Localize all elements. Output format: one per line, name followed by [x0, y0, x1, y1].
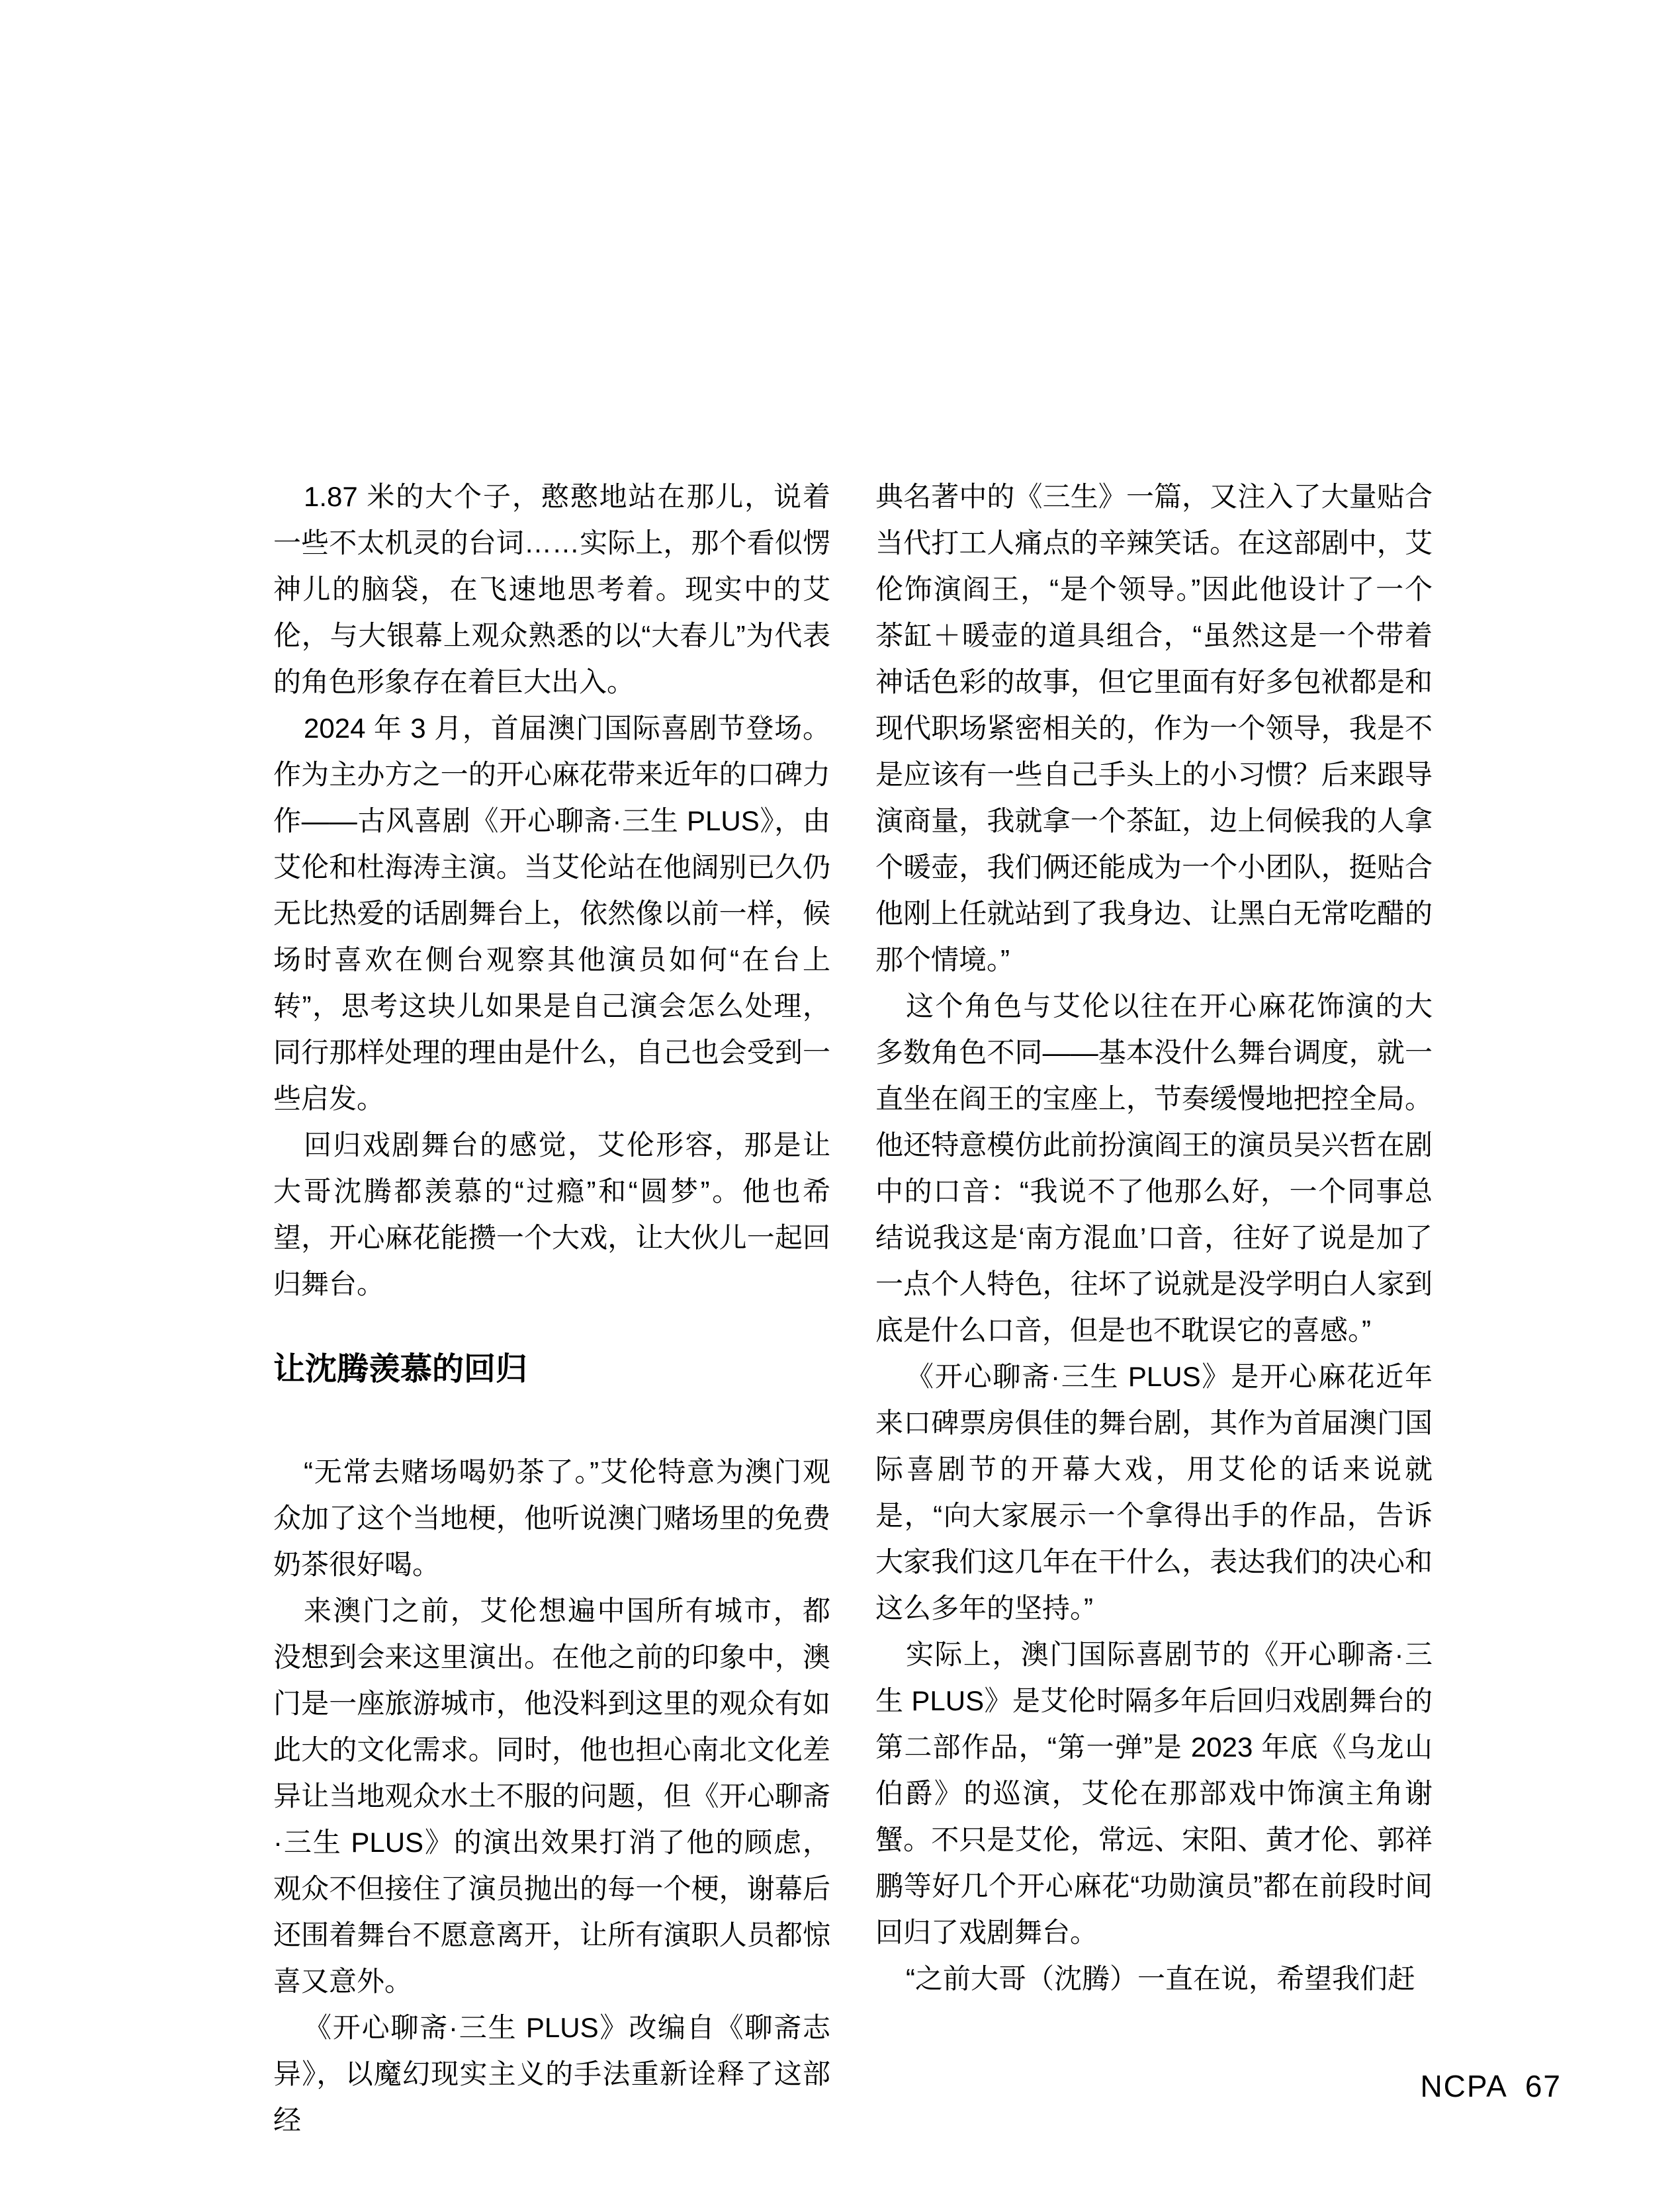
body-paragraph: 2024 年 3 月，首届澳门国际喜剧节登场。作为主办方之一的开心麻花带来近年的口碑力作——古风喜剧《开心聊斋·三生 PLUS》，由艾伦和杜海涛主演。当艾伦站在他阔别已久仍无比热爱的话剧舞台上，依然像以前一样，候场时喜欢在侧台观察其他演员如何“在台上转”，思考这块儿如果是自己演会怎么处理，同行那样处理的理由是什么，自己也会受到一些启发。: [273, 713, 830, 1114]
right-column: [875, 474, 1433, 2002]
footer-brand-label: NCPA: [1420, 2069, 1508, 2103]
body-paragraph: “之前大哥（沈腾）一直在说，希望我们赶: [906, 1963, 1415, 1994]
page-footer: [1420, 2070, 1562, 2103]
body-paragraph: 这个角色与艾伦以往在开心麻花饰演的大多数角色不同——基本没什么舞台调度，就一直坐在阎王的宝座上，节奏缓慢地把控全局。他还特意模仿此前扮演阎王的演员吴兴哲在剧中的口音：“我说不了他那么好，一个同事总结说我这是‘南方混血’口音，往好了说是加了一点个人特色，往坏了说就是没学明白人家到底是什么口音，但是也不耽误它的喜感。”: [875, 990, 1433, 1346]
body-paragraph: 1.87 米的大个子，憨憨地站在那儿，说着一些不太机灵的台词……实际上，那个看似愣神儿的脑袋，在飞速地思考着。现实中的艾伦，与大银幕上观众熟悉的以“大春儿”为代表的角色形象存在着巨大出入。: [273, 481, 830, 697]
section-heading: 让沈腾羡慕的回归: [273, 1352, 528, 1387]
body-paragraph: 来澳门之前，艾伦想遍中国所有城市，都没想到会来这里演出。在他之前的印象中，澳门是一座旅游城市，他没料到这里的观众有如此大的文化需求。同时，他也担心南北文化差异让当地观众水土不服的问题，但《开心聊斋·三生 PLUS》的演出效果打消了他的顾虑，观众不但接住了演员抛出的每一个梗，谢幕后还围着舞台不愿意离开，让所有演职人员都惊喜又意外。: [273, 1595, 830, 1997]
footer-page-number: 67: [1525, 2069, 1562, 2103]
body-paragraph: 回归戏剧舞台的感觉，艾伦形容，那是让大哥沈腾都羡慕的“过瘾”和“圆梦”。他也希望，开心麻花能攒一个大戏，让大伙儿一起回归舞台。: [273, 1129, 830, 1299]
body-paragraph: 《开心聊斋·三生 PLUS》是开心麻花近年来口碑票房俱佳的舞台剧，其作为首届澳门国际喜剧节的开幕大戏，用艾伦的话来说就是，“向大家展示一个拿得出手的作品，告诉大家我们这几年在干什么，表达我们的决心和这么多年的坚持。”: [875, 1361, 1433, 1624]
body-paragraph: “无常去赌场喝奶茶了。”艾伦特意为澳门观众加了这个当地梗，他听说澳门赌场里的免费奶茶很好喝。: [273, 1456, 830, 1580]
body-paragraph: 典名著中的《三生》一篇，又注入了大量贴合当代打工人痛点的辛辣笑话。在这部剧中，艾伦饰演阎王，“是个领导。”因此他设计了一个茶缸＋暖壶的道具组合，“虽然这是一个带着神话色彩的故事，但它里面有好多包袱都是和现代职场紧密相关的，作为一个领导，我是不是应该有一些自己手头上的小习惯？后来跟导演商量，我就拿一个茶缸，边上伺候我的人拿个暖壶，我们俩还能成为一个小团队，挺贴合他刚上任就站到了我身边、让黑白无常吃醋的那个情境。”: [875, 481, 1433, 975]
left-column: [273, 474, 830, 2144]
body-paragraph: 《开心聊斋·三生 PLUS》改编自《聊斋志异》，以魔幻现实主义的手法重新诠释了这部经: [273, 2012, 830, 2136]
body-paragraph: 实际上，澳门国际喜剧节的《开心聊斋·三生 PLUS》是艾伦时隔多年后回归戏剧舞台的第二部作品，“第一弹”是 2023 年底《乌龙山伯爵》的巡演，艾伦在那部戏中饰演主角谢蟹。不只是艾伦，常远、宋阳、黄才伦、郭祥鹏等好几个开心麻花“功勋演员”都在前段时间回归了戏剧舞台。: [875, 1639, 1433, 1948]
